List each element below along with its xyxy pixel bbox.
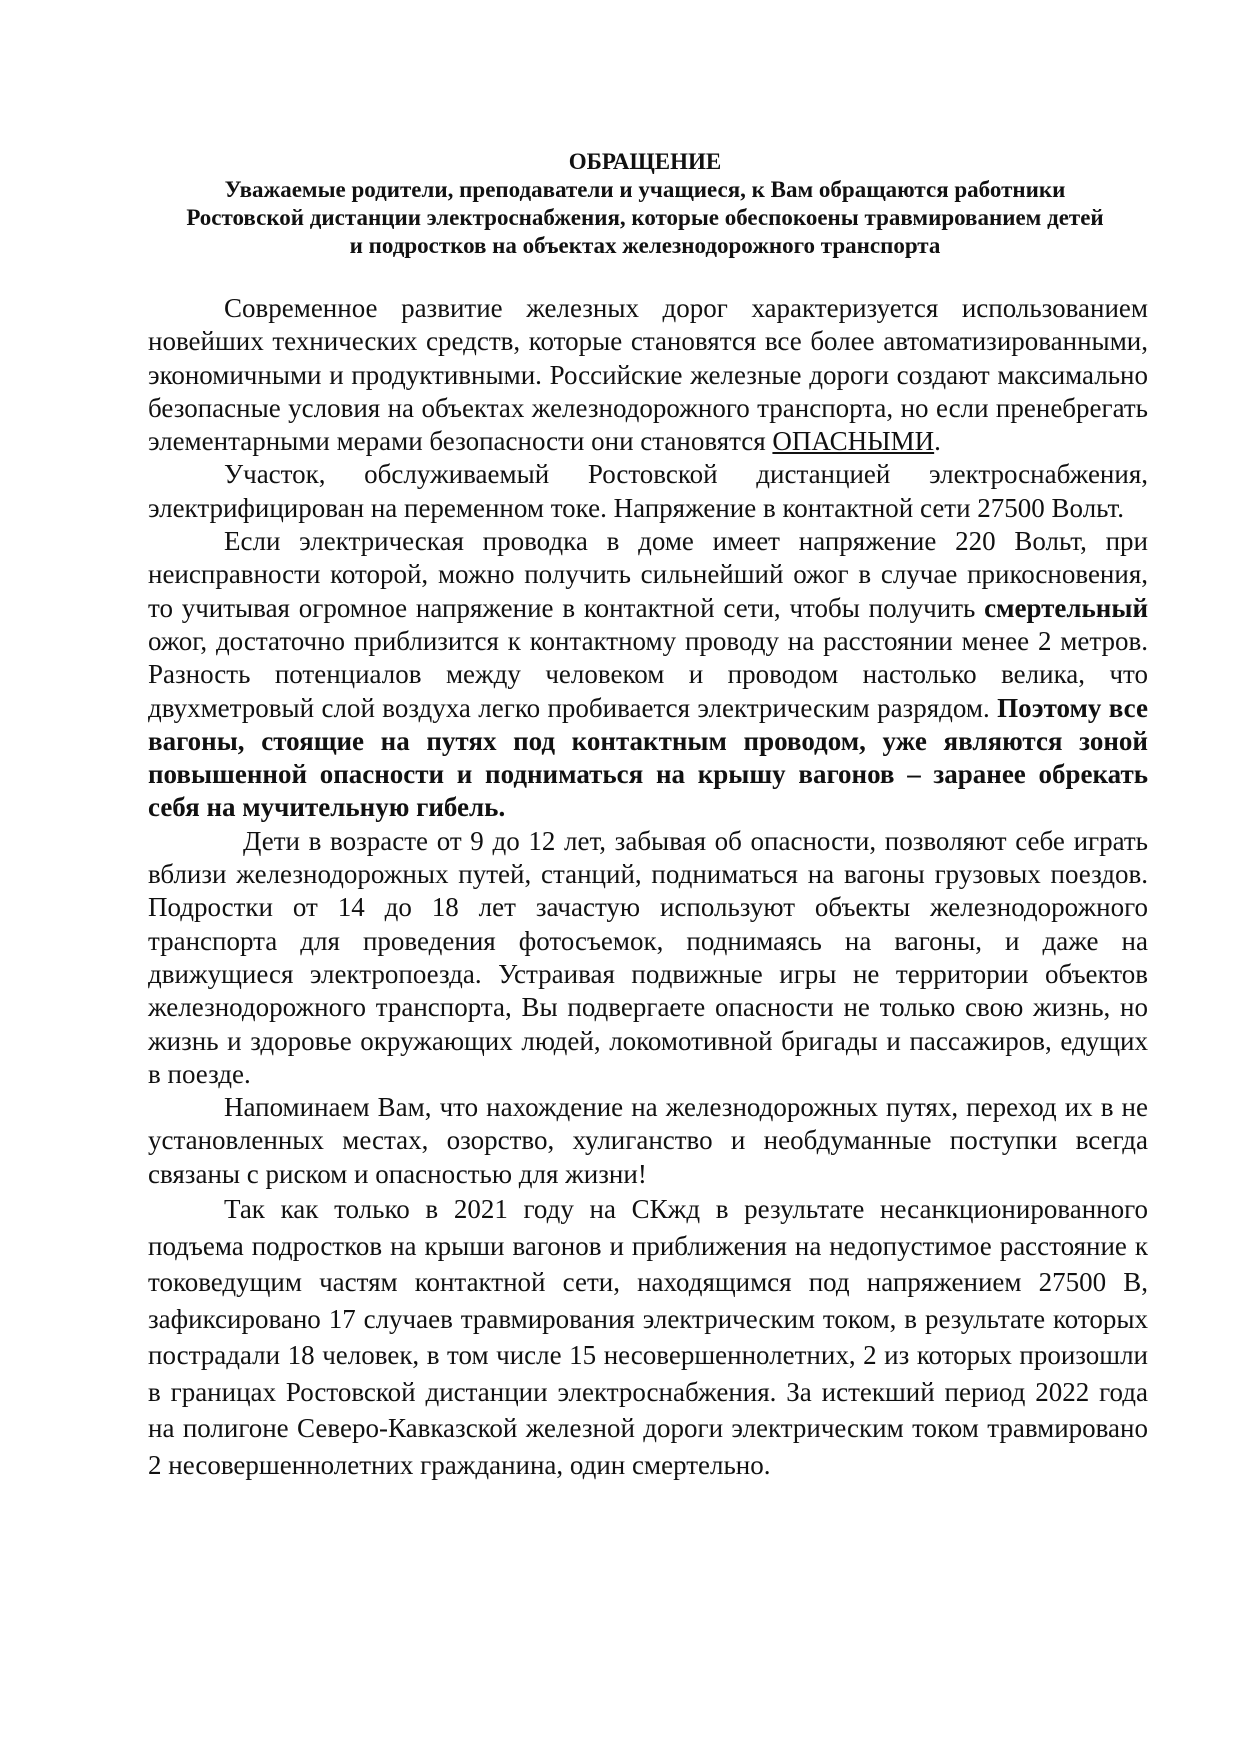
paragraph-text: Участок, обслуживаемый Ростовской дистанцией электроснабжения, электрифицирован на переменном токе. Напряжение в контактной сети 27500 Вольт.: [148, 459, 1148, 523]
paragraph-electric-danger: [148, 525, 1148, 825]
heading-subtitle-line-2: Ростовской дистанции электроснабжения, которые обеспокоены травмированием детей: [186, 205, 1104, 230]
heading-subtitle-line-3: и подростков на объектах железнодорожного транспорта: [349, 233, 941, 258]
paragraph-text: ожог, достаточно приблизится к контактному проводу на расстоянии менее 2 метров. Разность потенциалов между человеком и проводом настолько велика, что двухметровый слой воздуха легко пробивается электрическим разрядом.: [148, 625, 1148, 723]
paragraph-section-voltage: [148, 458, 1148, 525]
paragraph-modern-development: [148, 292, 1148, 458]
bold-word-deadly: смертельный: [984, 592, 1148, 623]
paragraph-reminder: [148, 1091, 1148, 1191]
bold-warning-wagons: Поэтому все вагоны, стоящие на путях под контактным проводом, уже являются зоной повышенной опасности и подниматься на крышу вагонов – заранее обрекать себя на мучительную гибель.: [148, 692, 1148, 823]
paragraph-text: Современное развитие железных дорог характеризуется использованием новейших технических средств, которые становятся все более автоматизированными, экономичными и продуктивными. Российские железные дороги создают максимально безопасные условия на объектах железнодорожного транспорта, но если пренебрегать элементарными мерами безопасности они становятся: [148, 293, 1148, 457]
document-body: [148, 292, 1148, 1483]
paragraph-children-age: [148, 825, 1148, 1091]
document-heading: [140, 148, 1150, 260]
paragraph-statistics: [148, 1191, 1148, 1483]
paragraph-text: Дети в возрасте от 9 до 12 лет, забывая об опасности, позволяют себе играть вблизи железнодорожных путей, станций, подниматься на вагоны грузовых поездов. Подростки от 14 до 18 лет зачастую используют объекты железнодорожного транспорта для проведения фотосъемок, поднимаясь на вагоны, и даже на движущиеся электропоезда. Устраивая подвижные игры не территории объектов железнодорожного транспорта, Вы подвергаете опасности не только свою жизнь, но жизнь и здоровье окружающих людей, локомотивной бригады и пассажиров, едущих в поезде.: [148, 825, 1148, 1089]
underlined-warning-word: ОПАСНЫМИ: [772, 426, 935, 457]
document-title: ОБРАЩЕНИЕ: [568, 149, 722, 174]
paragraph-text: Так как только в 2021 году на СКжд в результате несанкционированного подъема подростков на крыши вагонов и приближения на недопустимое расстояние к токоведущим частям контактной сети, находящимся под напряжением 27500 В, зафиксировано 17 случаев травмирования электрическим током, в результате которых пострадали 18 человек, в том числе 15 несовершеннолетних, 2 из которых произошли в границах Ростовской дистанции электроснабжения. За истекший период 2022 года на полигоне Северо-Кавказской железной дороги электрическим током травмировано 2 несовершеннолетних гражданина, один смертельно.: [148, 1194, 1148, 1480]
heading-subtitle-line-1: Уважаемые родители, преподаватели и учащиеся, к Вам обращаются работники: [224, 177, 1066, 202]
paragraph-text: Если электрическая проводка в доме имеет напряжение 220 Вольт, при неисправности которой, можно получить сильнейший ожог в случае прикосновения, то учитывая огромное напряжение в контактной сети, чтобы получить: [148, 526, 1148, 623]
paragraph-text: Напоминаем Вам, что нахождение на железнодорожных путях, переход их в не установленных местах, озорство, хулиганство и необдуманные поступки всегда связаны с риском и опасностью для жизни!: [148, 1092, 1148, 1189]
paragraph-end-punctuation: .: [934, 426, 941, 457]
